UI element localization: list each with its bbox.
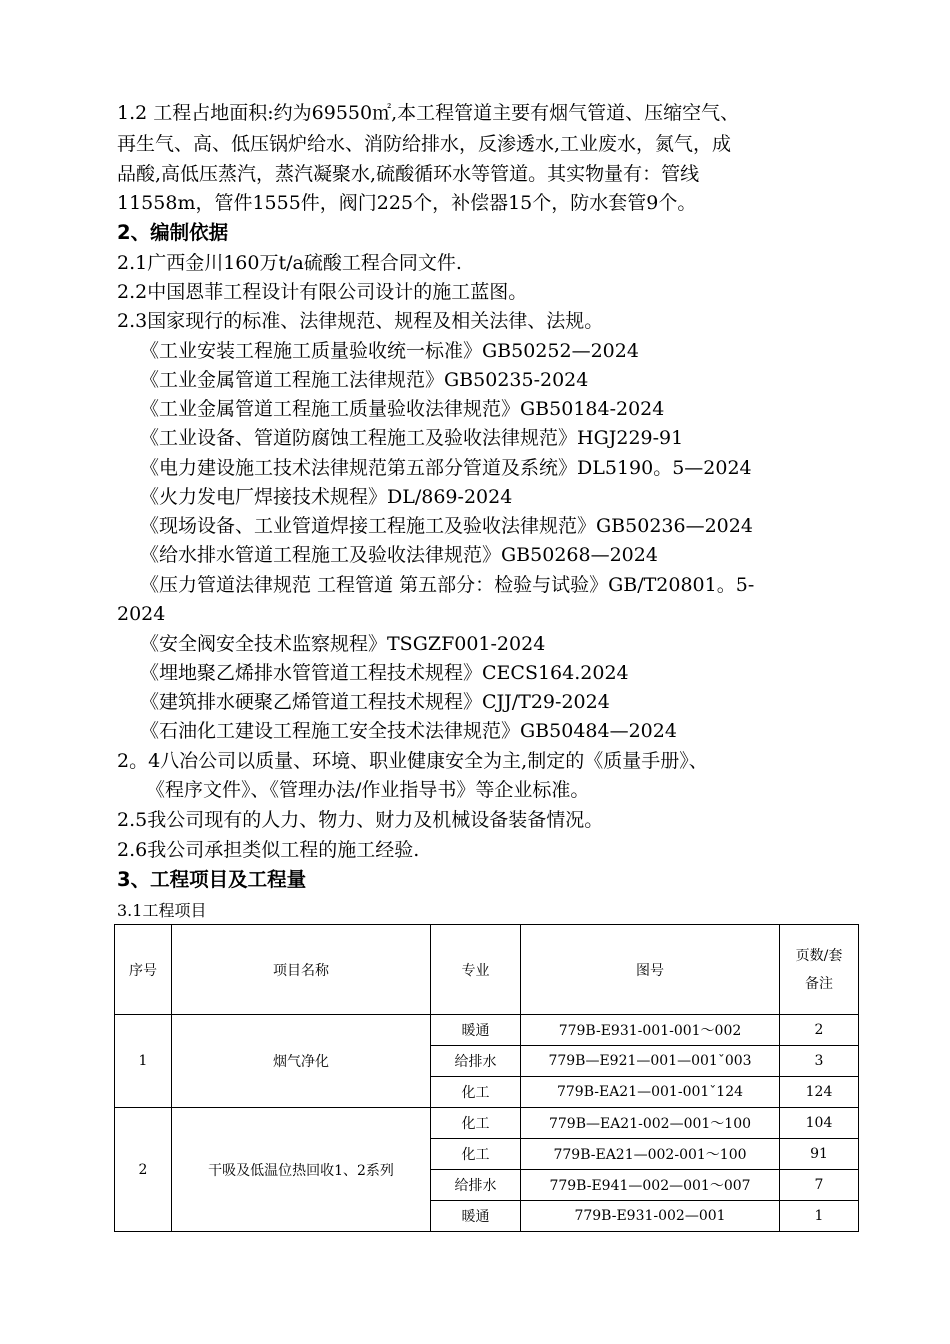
- header-no: 序号: [115, 925, 172, 1015]
- standard-item: 《埋地聚乙烯排水管管道工程技术规程》CECS164.2024: [140, 662, 629, 684]
- basis-item-2-4-cont: 《程序文件》、《管理办法/作业指导书》等企业标准。: [146, 779, 590, 801]
- cell-major: 暖通: [431, 1015, 521, 1046]
- basis-item-2-2: 2.2中国恩菲工程设计有限公司设计的施工蓝图。: [117, 281, 528, 303]
- cell-drawing: 779B-E931-002—001: [521, 1201, 780, 1232]
- cell-drawing: 779B-E941—002—001～007: [521, 1170, 780, 1201]
- para-line-4: 11558m，管件1555件，阀门225个，补偿器15个，防水套管9个。: [117, 192, 697, 214]
- cell-pages: 2: [780, 1015, 859, 1046]
- standard-item: 《火力发电厂焊接技术规程》DL/869-2024: [140, 486, 513, 508]
- header-drawing: 图号: [521, 925, 780, 1015]
- cell-pages: 7: [780, 1170, 859, 1201]
- cell-drawing: 779B—E921—001—001ˇ003: [521, 1046, 780, 1077]
- table-row: [115, 1015, 859, 1046]
- table-header-row: [115, 925, 859, 1015]
- header-remarks-label: 备注: [805, 975, 833, 992]
- cell-name: 烟气净化: [172, 1015, 431, 1108]
- cell-major: 给排水: [431, 1046, 521, 1077]
- basis-item-2-5: 2.5我公司现有的人力、物力、财力及机械设备装备情况。: [117, 809, 604, 831]
- cell-name: 干吸及低温位热回收1、2系列: [172, 1108, 431, 1232]
- para-line-1: 1.2 工程占地面积:约为69550㎡,本工程管道主要有烟气管道、压缩空气、: [117, 102, 740, 124]
- cell-pages: 124: [780, 1077, 859, 1108]
- project-table: [114, 924, 859, 1232]
- basis-item-2-1: 2.1广西金川160万t/a硫酸工程合同文件.: [117, 252, 462, 274]
- cell-pages: 1: [780, 1201, 859, 1232]
- cell-drawing: 779B-EA21—001-001ˇ124: [521, 1077, 780, 1108]
- section-2-heading: 2、编制依据: [117, 221, 229, 244]
- cell-major: 暖通: [431, 1201, 521, 1232]
- standard-item: 《安全阀安全技术监察规程》TSGZF001-2024: [140, 633, 546, 655]
- cell-drawing: 779B-EA21—002-001～100: [521, 1139, 780, 1170]
- standard-item: 《工业设备、管道防腐蚀工程施工及验收法律规范》HGJ229-91: [140, 427, 684, 449]
- standard-item: 《工业金属管道工程施工法律规范》GB50235-2024: [140, 369, 589, 391]
- header-name: 项目名称: [172, 925, 431, 1015]
- cell-no: 2: [115, 1108, 172, 1232]
- standard-item: 《建筑排水硬聚乙烯管道工程技术规程》CJJ/T29-2024: [140, 691, 610, 713]
- para-line-3: 品酸,高低压蒸汽，蒸汽凝聚水,硫酸循环水等管道。其实物量有：管线: [117, 163, 700, 185]
- cell-no: 1: [115, 1015, 172, 1108]
- standard-item: 《压力管道法律规范 工程管道 第五部分：检验与试验》GB/T20801。5-: [140, 574, 755, 596]
- table-row: [115, 1108, 859, 1139]
- standard-item-continuation: 2024: [117, 603, 166, 625]
- basis-item-2-4: 2。4八冶公司以质量、环境、职业健康安全为主,制定的《质量手册》、: [117, 750, 708, 772]
- cell-major: 给排水: [431, 1170, 521, 1201]
- standard-item: 《工业安装工程施工质量验收统一标准》GB50252—2024: [140, 340, 639, 362]
- cell-major: 化工: [431, 1077, 521, 1108]
- standard-item: 《工业金属管道工程施工质量验收法律规范》GB50184-2024: [140, 398, 665, 420]
- standard-item: 《给水排水管道工程施工及验收法律规范》GB50268—2024: [140, 544, 658, 566]
- header-major: 专业: [431, 925, 521, 1015]
- cell-pages: 104: [780, 1108, 859, 1139]
- basis-item-2-3: 2.3国家现行的标准、法律规范、规程及相关法律、法规。: [117, 310, 604, 332]
- para-line-2: 再生气、高、低压锅炉给水、消防给排水，反渗透水,工业废水，氮气，成: [117, 133, 732, 155]
- header-pages: [780, 925, 859, 1015]
- header-pages-label: 页数/套: [795, 947, 843, 964]
- cell-pages: 3: [780, 1046, 859, 1077]
- cell-drawing: 779B—EA21-002—001～100: [521, 1108, 780, 1139]
- section-3-heading: 3、工程项目及工程量: [117, 868, 307, 891]
- cell-drawing: 779B-E931-001-001～002: [521, 1015, 780, 1046]
- standard-item: 《电力建设施工技术法律规范第五部分管道及系统》DL5190。5—2024: [140, 457, 752, 479]
- standard-item: 《石油化工建设工程施工安全技术法律规范》GB50484—2024: [140, 720, 677, 742]
- basis-item-2-6: 2.6我公司承担类似工程的施工经验.: [117, 839, 420, 861]
- cell-pages: 91: [780, 1139, 859, 1170]
- cell-major: 化工: [431, 1108, 521, 1139]
- standard-item: 《现场设备、工业管道焊接工程施工及验收法律规范》GB50236—2024: [140, 515, 753, 537]
- section-3-1-subheading: 3.1工程项目: [117, 901, 207, 920]
- cell-major: 化工: [431, 1139, 521, 1170]
